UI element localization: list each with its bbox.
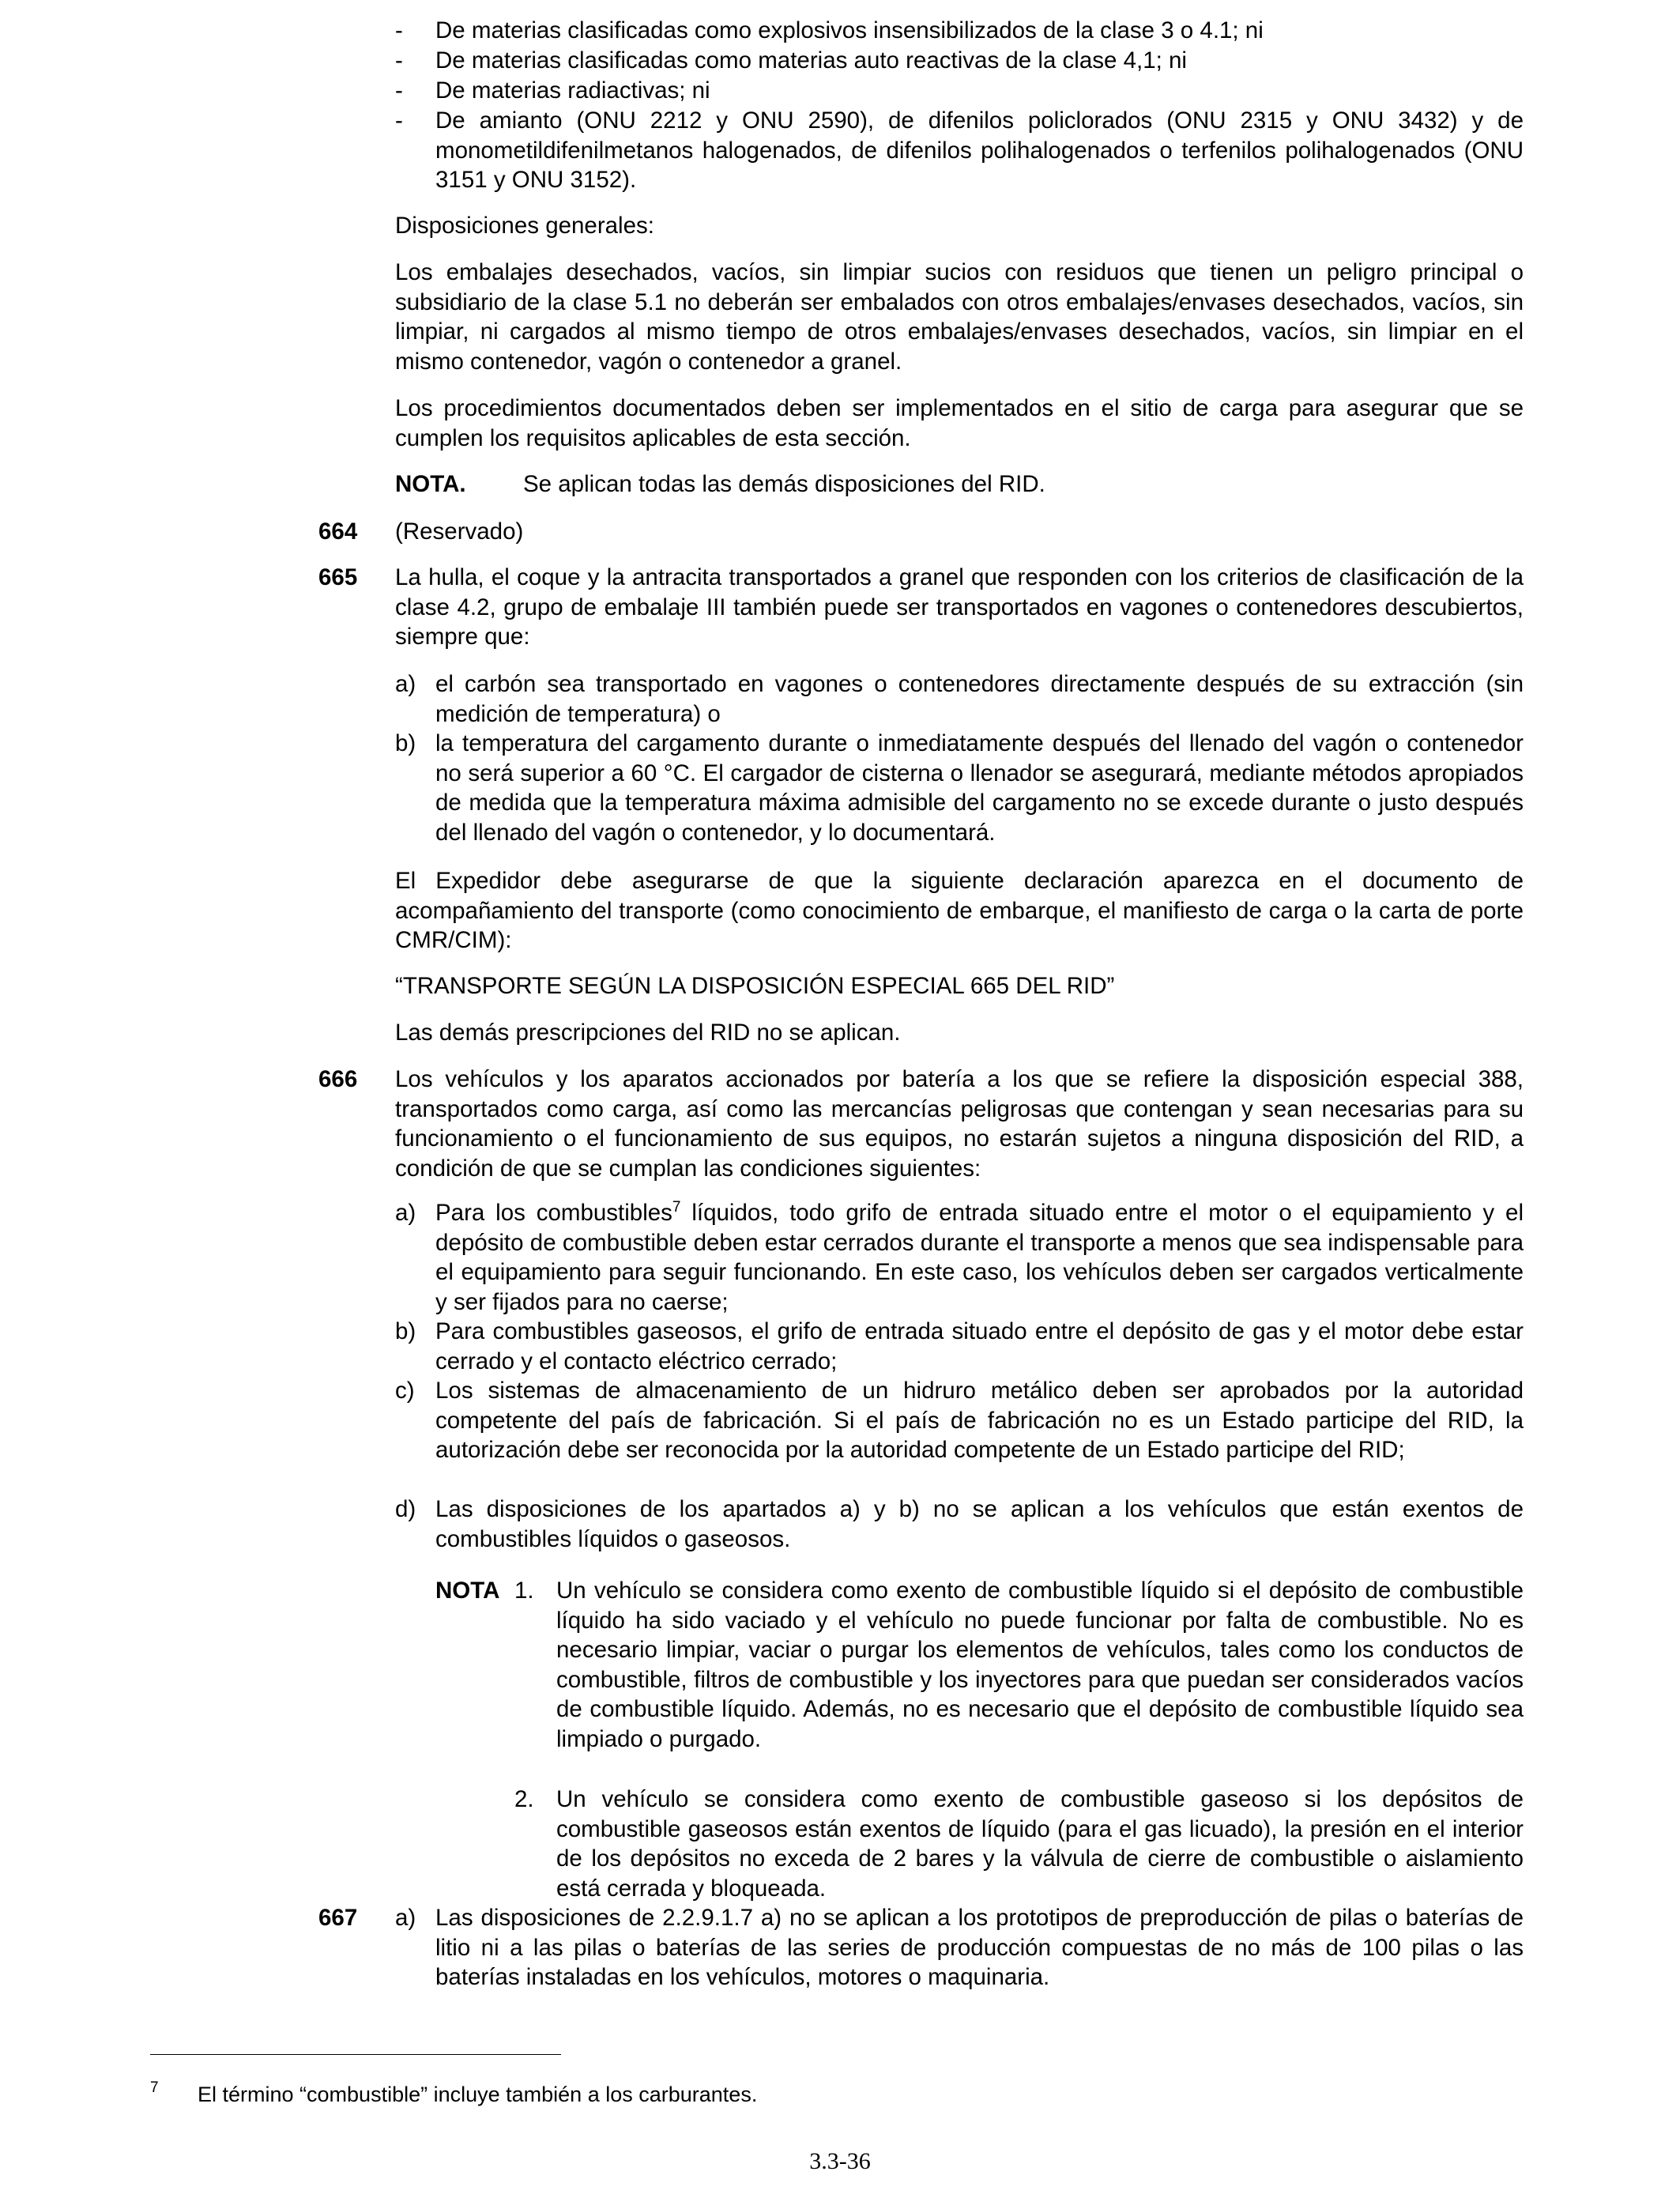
section-number: 666 — [318, 1066, 358, 1092]
list-marker: - — [395, 17, 403, 43]
list-item-text-part: líquidos, todo grifo de entrada situado entre el motor o el equipamiento y el depósito de combustible deben estar cerrados durante el transporte a menos que sea indispensable para el equipamiento para seguir funcionando. En este caso, los vehículos deben ser cargados verticalmente y ser fijados para no caerse; — [435, 1200, 1524, 1315]
section-number: 665 — [318, 564, 358, 590]
section-paragraph: El Expedidor debe asegurarse de que la siguiente declaración aparezca en el documento de acompañamiento del transporte (como conocimiento de embarque, el manifiesto de carga o la carta de porte CMR/CIM): — [395, 868, 1524, 953]
footnote — [150, 2081, 757, 2108]
note-text: Un vehículo se considera como exento de combustible gaseoso si los depósitos de combustible gaseosos están exentos de líquido (para el gas licuado), la presión en el interior de los depósitos no exceda de 2 bares y la válvula de cierre de combustible o aislamiento está cerrada y bloqueada. — [556, 1786, 1524, 1902]
note — [395, 469, 1524, 499]
note — [435, 1785, 1524, 1903]
section-paragraph: Las demás prescripciones del RID no se aplican. — [395, 1020, 901, 1046]
list-marker: b) — [395, 1318, 416, 1344]
list-item-text: la temperatura del cargamento durante o inmediatamente después del llenado del vagón o contenedor no será superior a 60 °C. El cargador de cisterna o llenador se asegurará, mediante métodos apropiados de medida que la temperatura máxima admisible del cargamento no se excede durante o justo después del llenado del vagón o contenedor, y lo documentará. — [435, 730, 1524, 846]
note-label: NOTA. — [395, 471, 466, 497]
list-marker: - — [395, 47, 403, 74]
section-number: 667 — [318, 1905, 358, 1931]
list-marker: - — [395, 77, 403, 104]
list-item — [395, 1317, 1524, 1376]
note-label: NOTA — [435, 1578, 500, 1604]
general-paragraph: Los procedimientos documentados deben ser implementados en el sitio de carga para asegurar que se cumplen los requisitos aplicables de esta sección. — [395, 395, 1524, 451]
declaration-text: “TRANSPORTE SEGÚN LA DISPOSICIÓN ESPECIAL 665 DEL RID” — [395, 973, 1115, 999]
note — [435, 1576, 1524, 1754]
list-item — [395, 1903, 1524, 1992]
note-number: 2. — [514, 1786, 534, 1812]
note-text: Se aplican todas las demás disposiciones del RID. — [523, 471, 1045, 497]
list-item — [395, 669, 1524, 729]
list-item-text-part: Para los combustibles — [435, 1200, 672, 1226]
list-item-text: Las disposiciones de 2.2.9.1.7 a) no se aplican a los prototipos de preproducción de pilas o baterías de litio ni a las pilas o baterías de las series de producción compuestas de no más de 100 pilas o las baterías instaladas en los vehículos, motores o maquinaria. — [435, 1905, 1524, 1990]
footnote-text: El término “combustible” incluye también a los carburantes. — [198, 2083, 758, 2106]
list-item-text: De materias radiactivas; ni — [435, 77, 710, 104]
list-item-text: Los sistemas de almacenamiento de un hidruro metálico deben ser aprobados por la autoridad competente del país de fabricación. Si el país de fabricación no es un Estado participe del RID, la autorización debe ser reconocida por la autoridad competente de un Estado participe del RID; — [435, 1378, 1524, 1463]
list-item — [395, 76, 1524, 106]
list-item — [395, 1376, 1524, 1465]
general-paragraph: Los embalajes desechados, vacíos, sin limpiar sucios con residuos que tienen un peligro principal o subsidiario de la clase 5.1 no deberán ser embalados con otros embalajes/envases desechados, vacíos, sin limpiar, ni cargados al mismo tiempo de otros embalajes/envases desechados, vacíos, sin limpiar en el mismo contenedor, vagón o contenedor a granel. — [395, 259, 1524, 375]
list-marker: a) — [395, 1200, 416, 1226]
list-item — [395, 106, 1524, 195]
footnote-ref: 7 — [672, 1199, 681, 1216]
general-heading: Disposiciones generales: — [395, 213, 654, 239]
list-item-text: Para combustibles gaseosos, el grifo de entrada situado entre el depósito de gas y el motor debe estar cerrado y el contacto eléctrico cerrado; — [435, 1318, 1524, 1374]
section-intro: Los vehículos y los aparatos accionados por batería a los que se refiere la disposición especial 388, transportados como carga, así como las mercancías peligrosas que contengan y sean necesarias para su funcionamiento o el funcionamiento de sus equipos, no estarán sujetos a ninguna disposición del RID, a condición de que se cumplan las condiciones siguientes: — [395, 1066, 1524, 1182]
footnote-mark: 7 — [150, 2079, 159, 2096]
list-marker: a) — [395, 671, 416, 697]
list-item-text: Las disposiciones de los apartados a) y b) no se aplican a los vehículos que están exentos de combustibles líquidos o gaseosos. — [435, 1496, 1524, 1552]
list-item-text: De amianto (ONU 2212 y ONU 2590), de difenilos policlorados (ONU 2315 y ONU 3432) y de monometildifenilmetanos halogenados, de difenilos polihalogenados o terfenilos polihalogenados (ONU 3151 y ONU 3152). — [435, 107, 1524, 193]
page-number: 3.3-36 — [809, 2148, 871, 2174]
note-text: Un vehículo se considera como exento de combustible líquido si el depósito de combustible líquido ha sido vaciado y el vehículo no puede funcionar por falta de combustible. No es necesario limpiar, vaciar o purgar los elementos de vehículos, tales como los conductos de combustible, filtros de combustible y los inyectores para que puedan ser considerados vacíos de combustible líquido. Además, no es necesario que el depósito de combustible líquido sea limpiado o purgado. — [556, 1578, 1524, 1752]
list-item-text — [435, 1198, 1524, 1317]
list-item-text: De materias clasificadas como materias auto reactivas de la clase 4,1; ni — [435, 47, 1187, 74]
list-marker: b) — [395, 730, 416, 756]
section-text: (Reservado) — [395, 518, 524, 545]
footnote-divider — [150, 2054, 561, 2055]
note-number: 1. — [514, 1578, 534, 1604]
list-item — [395, 46, 1524, 76]
list-item — [395, 729, 1524, 847]
section-intro: La hulla, el coque y la antracita transportados a granel que responden con los criterios de clasificación de la clase 4.2, grupo de embalaje III también puede ser transportados en vagones o contenedores descubiertos, siempre que: — [395, 564, 1524, 650]
list-marker: d) — [395, 1496, 416, 1522]
list-marker: - — [395, 107, 403, 134]
list-item — [395, 16, 1524, 46]
list-item — [395, 1198, 1524, 1317]
list-item-text: el carbón sea transportado en vagones o contenedores directamente después de su extracción (sin medición de temperatura) o — [435, 671, 1524, 727]
list-marker: a) — [395, 1905, 416, 1931]
list-marker: c) — [395, 1378, 415, 1404]
list-item — [395, 1495, 1524, 1554]
section-number: 664 — [318, 518, 358, 545]
list-item-text: De materias clasificadas como explosivos insensibilizados de la clase 3 o 4.1; ni — [435, 17, 1264, 43]
